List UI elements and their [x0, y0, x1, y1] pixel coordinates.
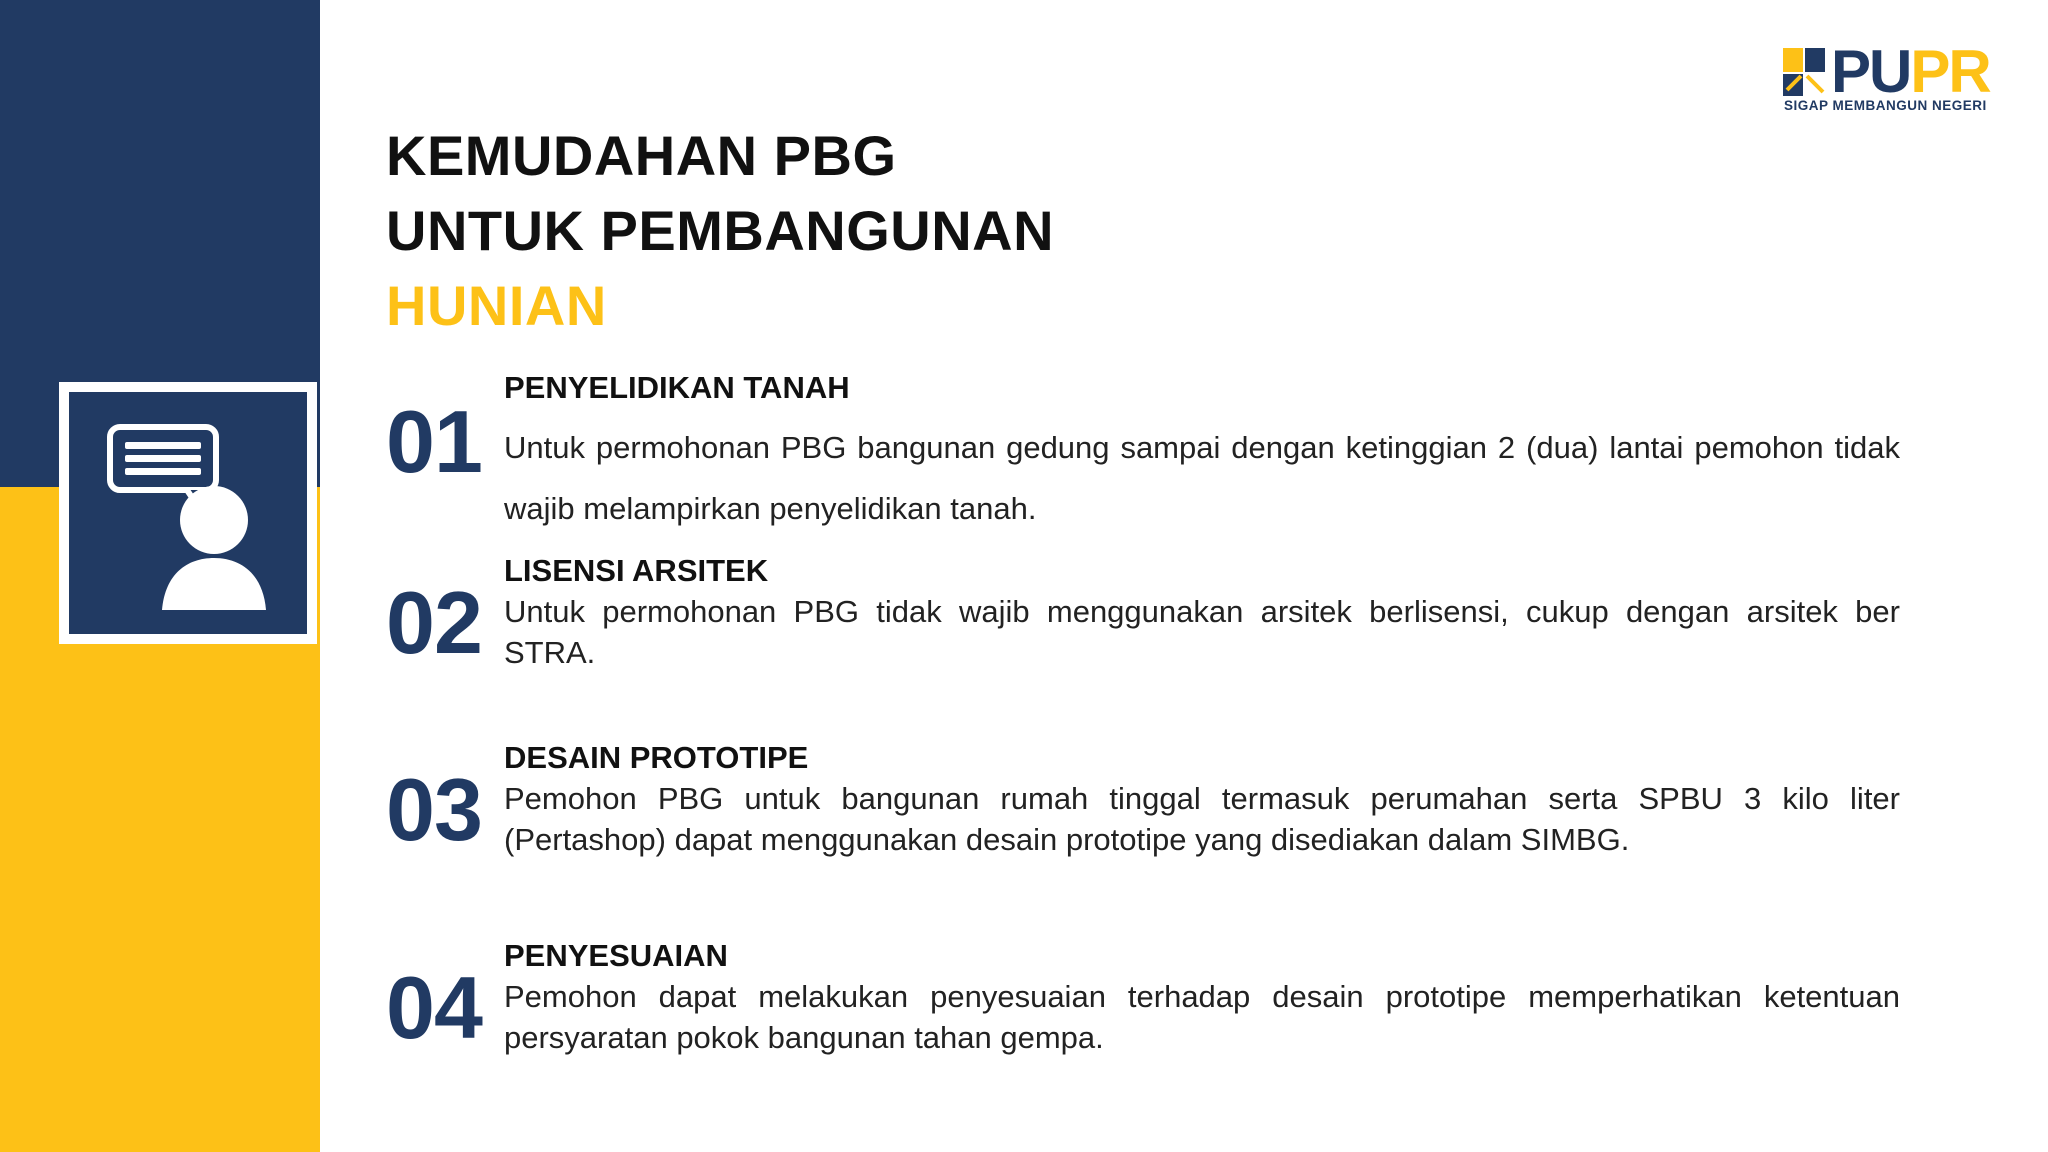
- item-description: Untuk permohonan PBG tidak wajib menggunakan arsitek berlisensi, cukup dengan arsitek ber STRA.: [504, 594, 1900, 670]
- title-line-1: KEMUDAHAN PBG: [386, 124, 897, 187]
- item-description: Pemohon dapat melakukan penyesuaian terhadap desain prototipe memperhatikan ketentuan persyaratan pokok bangunan tahan gempa.: [504, 979, 1900, 1055]
- item-content: [504, 370, 1900, 539]
- item-heading: LISENSI ARSITEK: [504, 553, 769, 588]
- page-title: [386, 118, 1054, 343]
- illustration-frame: [59, 382, 317, 644]
- item-content: [504, 553, 1900, 673]
- pupr-logo-icon: [1783, 48, 1833, 98]
- item-heading: DESAIN PROTOTIPE: [504, 740, 809, 775]
- logo-wordmark-pr: PR: [1910, 38, 1990, 105]
- item-number: 02: [386, 573, 482, 672]
- logo-wordmark: [1831, 40, 1990, 104]
- person-speech-bubble-icon: [69, 392, 307, 634]
- item-content: [504, 740, 1900, 860]
- title-line-3-highlight: HUNIAN: [386, 274, 607, 337]
- item-heading: PENYESUAIAN: [504, 938, 728, 973]
- pupr-logo: [1783, 38, 2003, 118]
- item-heading: PENYELIDIKAN TANAH: [504, 370, 850, 405]
- item-number: 04: [386, 958, 482, 1057]
- logo-tagline: SIGAP MEMBANGUN NEGERI: [1784, 98, 1987, 113]
- logo-wordmark-pu: PU: [1831, 38, 1911, 105]
- item-description: Untuk permohonan PBG bangunan gedung sampai dengan ketinggian 2 (dua) lantai pemohon tidak wajib melampirkan penyelidikan tanah.: [504, 430, 1900, 526]
- title-line-2: UNTUK PEMBANGUNAN: [386, 199, 1055, 262]
- item-content: [504, 938, 1900, 1058]
- item-number: 03: [386, 760, 482, 859]
- item-number: 01: [386, 392, 482, 491]
- item-description: Pemohon PBG untuk bangunan rumah tinggal termasuk perumahan serta SPBU 3 kilo liter (Pertashop) dapat menggunakan desain prototipe yang disediakan dalam SIMBG.: [504, 781, 1900, 857]
